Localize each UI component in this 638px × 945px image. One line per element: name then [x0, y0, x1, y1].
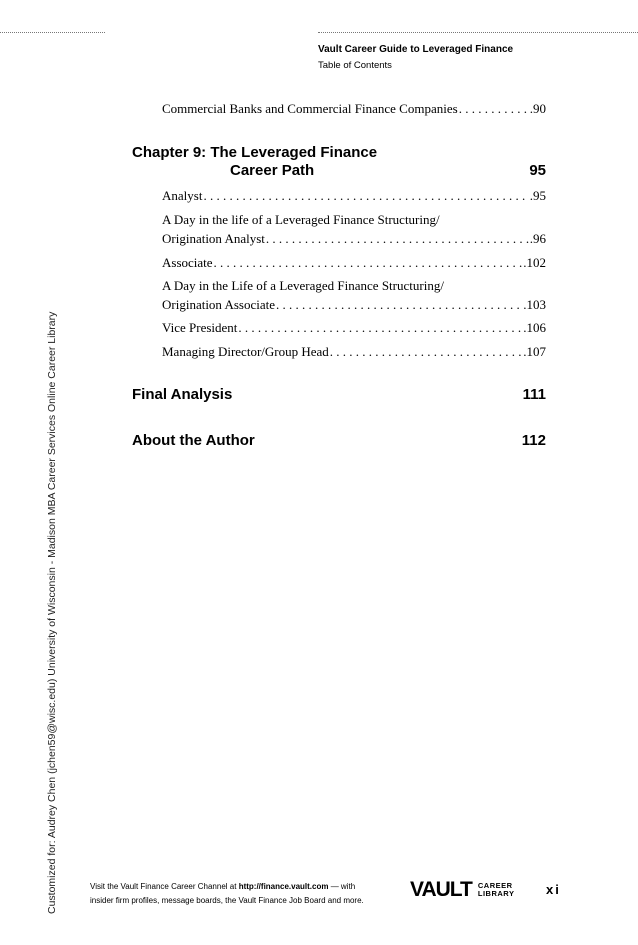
toc-entry-day-in-life-analyst[interactable]: [162, 212, 546, 247]
footer-url-link[interactable]: http://finance.vault.com: [238, 882, 329, 891]
toc-entry-title: Analyst: [162, 188, 203, 203]
footer-text: [90, 880, 364, 908]
toc-dot-leader: [214, 255, 523, 271]
toc-dot-leader: [238, 320, 522, 336]
sidebar-customization-text: Customized for: Audrey Chen (jchen59@wisc.edu) University of Wisconsin - Madison MBA Career Services Online Career Library: [46, 311, 58, 914]
toc-entry-title: Vice President: [162, 320, 238, 335]
toc-entry-associate[interactable]: [162, 255, 546, 271]
footer-line1-suffix: — with: [328, 882, 356, 891]
toc-entry-title: Origination Associate: [162, 297, 276, 312]
header-rule-left: [0, 32, 105, 33]
toc-entry-managing-director[interactable]: [162, 344, 546, 360]
toc-entry-vice-president[interactable]: [162, 320, 546, 336]
toc-entry-title-line1: A Day in the Life of a Leveraged Finance Structuring/: [162, 278, 444, 293]
toc-entry-page: .95: [529, 188, 546, 203]
toc-entry-title: Associate: [162, 255, 213, 270]
toc-entry-page: .102: [523, 255, 546, 270]
header-rule-right: [318, 32, 638, 33]
chapter-9-title-line2: Career Path: [230, 162, 315, 179]
section-title: About the Author: [132, 432, 255, 449]
page-number: xi: [546, 882, 561, 897]
toc-dot-leader: [276, 297, 522, 313]
toc-dot-leader: [459, 101, 529, 117]
toc-entry-page: .106: [523, 320, 546, 335]
toc-entry-day-in-life-associate[interactable]: [162, 278, 546, 313]
footer-line1-prefix: Visit the Vault Finance Career Channel at: [90, 882, 239, 891]
toc-entry-page: .107: [523, 344, 546, 359]
chapter-9-heading[interactable]: [132, 144, 546, 179]
section-about-the-author[interactable]: [132, 432, 546, 449]
toc-entry-title-line1: A Day in the life of a Leveraged Finance Structuring/: [162, 212, 440, 227]
running-header-subtitle: Table of Contents: [318, 60, 392, 71]
toc-entry-title: Managing Director/Group Head: [162, 344, 329, 359]
footer-line2: insider firm profiles, message boards, the Vault Finance Job Board and more.: [90, 896, 364, 905]
logo-vault-wordmark: VAULT: [410, 878, 472, 901]
logo-sub-career: CAREER: [477, 881, 513, 890]
logo-subtitle: [475, 882, 515, 898]
chapter-9-page: 95: [529, 162, 546, 179]
toc-entry-page: .96: [529, 231, 546, 246]
section-title: Final Analysis: [132, 386, 233, 403]
running-header-title: Vault Career Guide to Leveraged Finance: [318, 44, 514, 55]
toc-entry-title: Commercial Banks and Commercial Finance Companies: [162, 101, 458, 116]
toc-entry-analyst[interactable]: [162, 188, 546, 204]
toc-dot-leader: [266, 231, 529, 247]
toc-dot-leader: [330, 344, 522, 360]
logo-sub-library: LIBRARY: [477, 889, 515, 898]
toc-entry-page: .103: [523, 297, 546, 312]
toc-entry-page: .90: [529, 101, 546, 116]
section-final-analysis[interactable]: [132, 386, 546, 403]
section-page: 112: [521, 432, 546, 449]
chapter-9-title-line1: Chapter 9: The Leveraged Finance: [132, 144, 378, 161]
toc-dot-leader: [203, 188, 528, 204]
vault-career-library-logo: [410, 880, 514, 900]
toc-entry-title: Origination Analyst: [162, 231, 265, 246]
toc-entry-commercial-banks[interactable]: [162, 101, 546, 117]
section-page: 111: [522, 386, 546, 403]
